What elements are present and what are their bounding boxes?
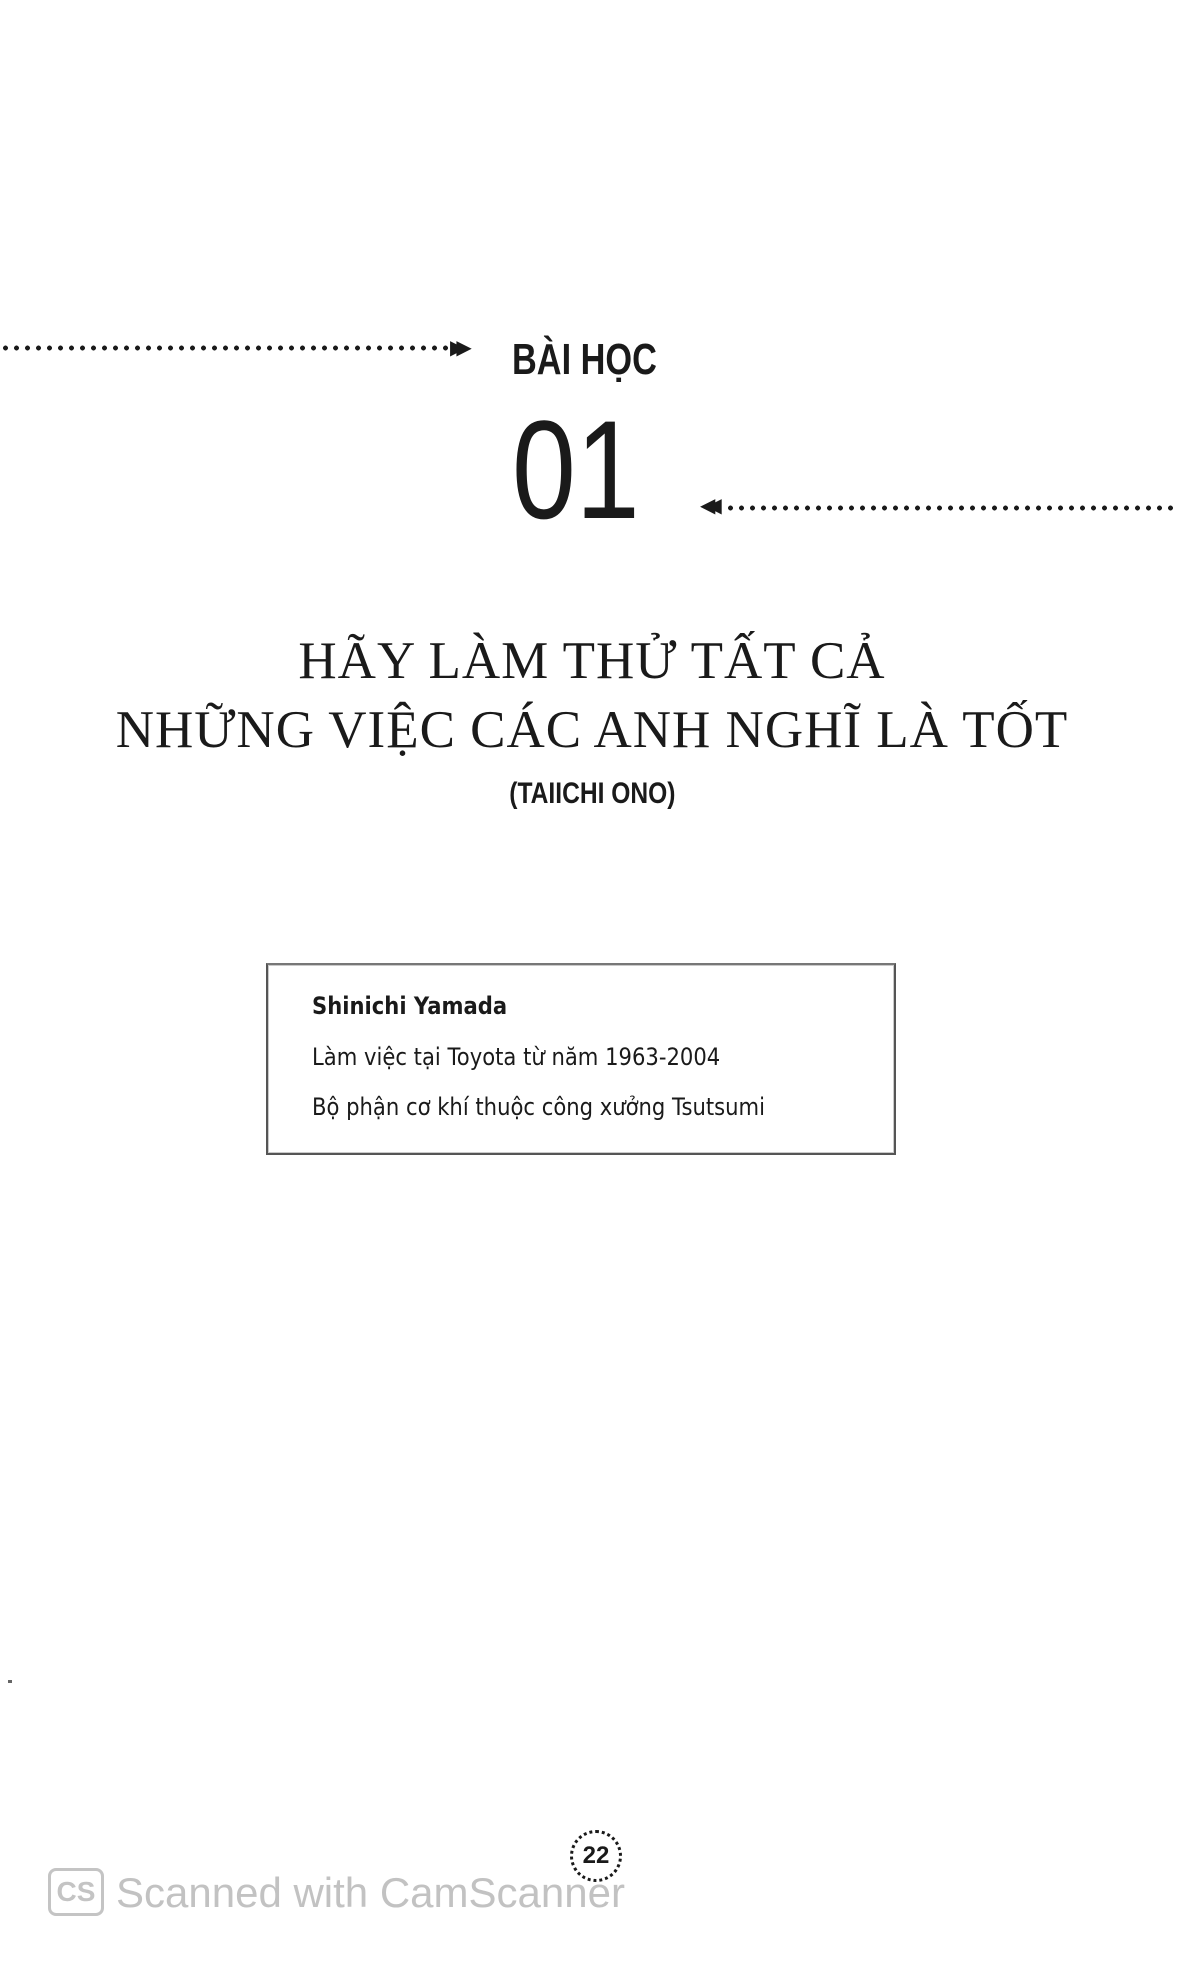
dotted-leader-left [0,343,448,353]
quote-author [0,774,1184,814]
quote-author-text: (TAIICHI ONO) [508,777,676,810]
lesson-label: BÀI HỌC [512,335,657,384]
double-arrow-left-icon: ◀◀ [700,493,713,517]
info-employment: Làm việc tại Toyota từ năm 1963-2004 [312,1043,721,1071]
chapter-title-line-2: NHỮNG VIỆC CÁC ANH NGHĨ LÀ TỐT [115,701,1069,759]
info-department: Bộ phận cơ khí thuộc công xưởng Tsutsumi [312,1093,765,1121]
dotted-leader-right [725,503,1175,513]
scan-speck [8,1680,12,1683]
chapter-title-line-1: HÃY LÀM THỬ TẤT CẢ [298,632,886,690]
double-arrow-right-icon: ▶▶ [450,335,463,359]
lesson-number: 01 [512,391,640,548]
page-number: 22 [570,1830,622,1882]
author-info-box [266,963,896,1155]
scanner-watermark-text: Scanned with CamScanner [116,1869,625,1916]
info-name: Shinichi Yamada [312,992,508,1020]
camscanner-logo-icon: CS [48,1868,104,1916]
